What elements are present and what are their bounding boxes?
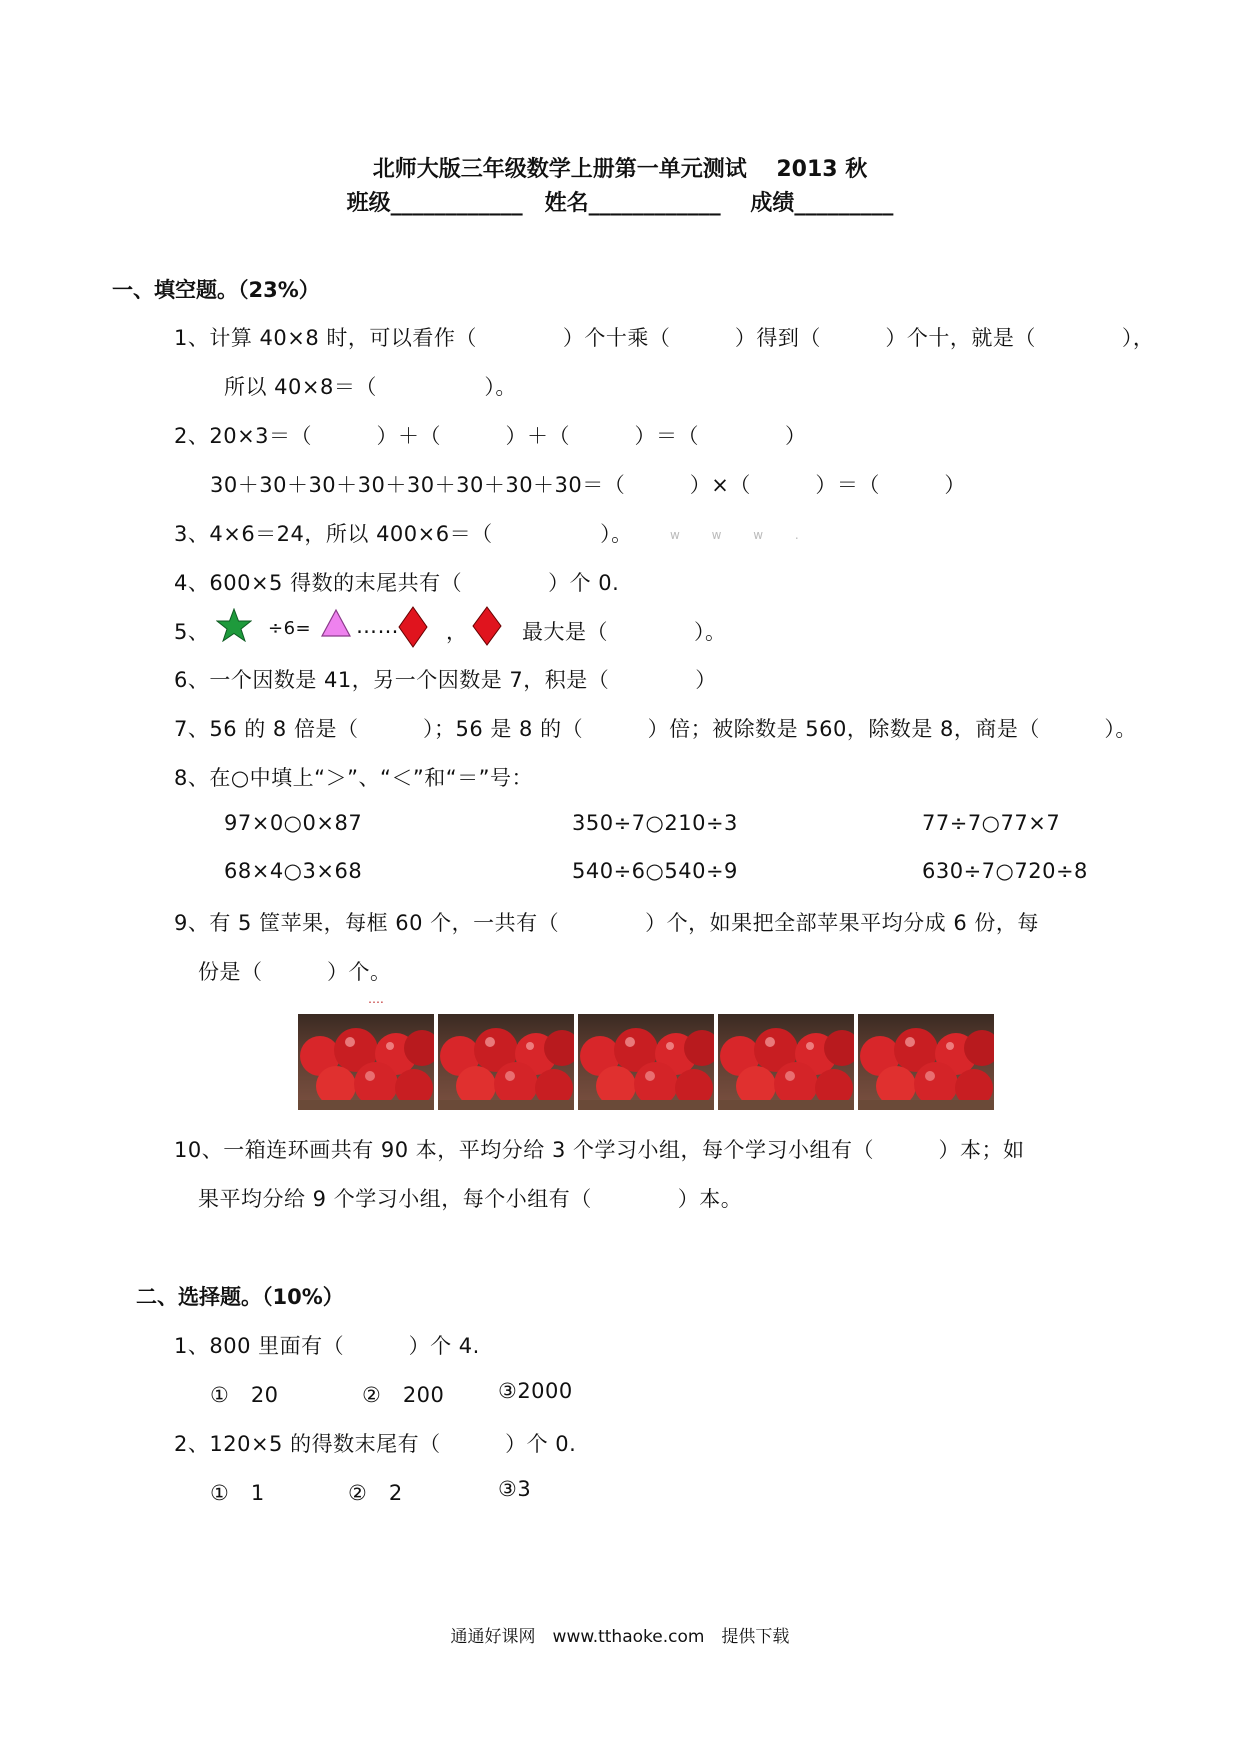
q1-line1: 1、计算 40×8 时，可以看作（ ）个十乘（ ）得到（ ）个十，就是（ ）， (174, 326, 1155, 350)
s2-q2-option-3: ③3 (498, 1477, 532, 1501)
s2-q1-option-2: ② 200 (362, 1383, 445, 1407)
q4: 4、600×5 得数的末尾共有（ ）个 0. (174, 571, 620, 595)
section-1-heading: 一、填空题。（23%） (112, 278, 320, 302)
q8-item-1: 97×0○0×87 (224, 811, 363, 835)
q3: 3、4×6＝24，所以 400×6＝（ ）。 (174, 522, 633, 546)
s2-q1-option-1: ① 20 (210, 1383, 279, 1407)
q9-line2: 份是（ ）个。 (198, 960, 392, 984)
apple-basket-image (578, 1014, 714, 1110)
q5-dots: …… (356, 614, 399, 638)
q10-line1: 10、一箱连环画共有 90 本，平均分给 3 个学习小组，每个学习小组有（ ）本；如 (174, 1138, 1025, 1162)
q8-item-5: 540÷6○540÷9 (572, 859, 738, 883)
q6: 6、一个因数是 41，另一个因数是 7，积是（ ） (174, 668, 717, 692)
diamond-icon-1 (398, 606, 428, 648)
s2-q2-option-1: ① 1 (210, 1481, 265, 1505)
q8-item-6: 630÷7○720÷8 (922, 859, 1088, 883)
apple-baskets (298, 1014, 994, 1110)
student-info-fields: 班级____________ 姓名____________ 成绩_________ (346, 191, 894, 216)
apple-basket-image (438, 1014, 574, 1110)
s2-q2: 2、120×5 的得数末尾有（ ）个 0. (174, 1432, 577, 1456)
s2-q1-option-3: ③2000 (498, 1379, 573, 1403)
q1-line2: 所以 40×8＝（ ）。 (224, 375, 517, 399)
diamond-icon-2 (472, 606, 502, 646)
apple-basket-image (718, 1014, 854, 1110)
q2-line2: 30＋30＋30＋30＋30＋30＋30＋30＝（ ）×（ ）＝（ ） (210, 473, 966, 497)
apple-basket-image (858, 1014, 994, 1110)
q10-line2: 果平均分给 9 个学习小组，每个小组有（ ）本。 (198, 1187, 743, 1211)
q2-line1: 2、20×3＝（ ）＋（ ）＋（ ）＝（ ） (174, 424, 807, 448)
page-title: 北师大版三年级数学上册第一单元测试 2013 秋 (372, 157, 868, 182)
star-icon (216, 608, 252, 642)
triangle-icon (320, 608, 352, 638)
apple-basket-image (298, 1014, 434, 1110)
s2-q1: 1、800 里面有（ ）个 4. (174, 1334, 480, 1358)
q8-heading: 8、在○中填上“＞”、“＜”和“＝”号： (174, 766, 533, 790)
section-2-heading: 二、选择题。（10%） (136, 1285, 344, 1309)
q5-divide-text: ÷6= (268, 618, 312, 639)
q9-dots: …. (368, 992, 384, 1006)
q7: 7、56 的 8 倍是（ ）；56 是 8 的（ ）倍；被除数是 560，除数是 8，商是（ ）。 (174, 717, 1137, 741)
q5-prefix: 5、 (174, 620, 210, 644)
q3-watermark: w w w . (670, 528, 813, 542)
q5-comma: ， (446, 620, 468, 644)
footer-text: 通通好课网 www.tthaoke.com 提供下载 (450, 1627, 790, 1647)
q8-item-2: 350÷7○210÷3 (572, 811, 738, 835)
q5-suffix: 最大是（ ）。 (522, 620, 727, 644)
s2-q2-option-2: ② 2 (348, 1481, 403, 1505)
q8-item-4: 68×4○3×68 (224, 859, 363, 883)
q9-line1: 9、有 5 筐苹果，每框 60 个，一共有（ ）个，如果把全部苹果平均分成 6 份，每 (174, 911, 1039, 935)
q8-item-3: 77÷7○77×7 (922, 811, 1061, 835)
